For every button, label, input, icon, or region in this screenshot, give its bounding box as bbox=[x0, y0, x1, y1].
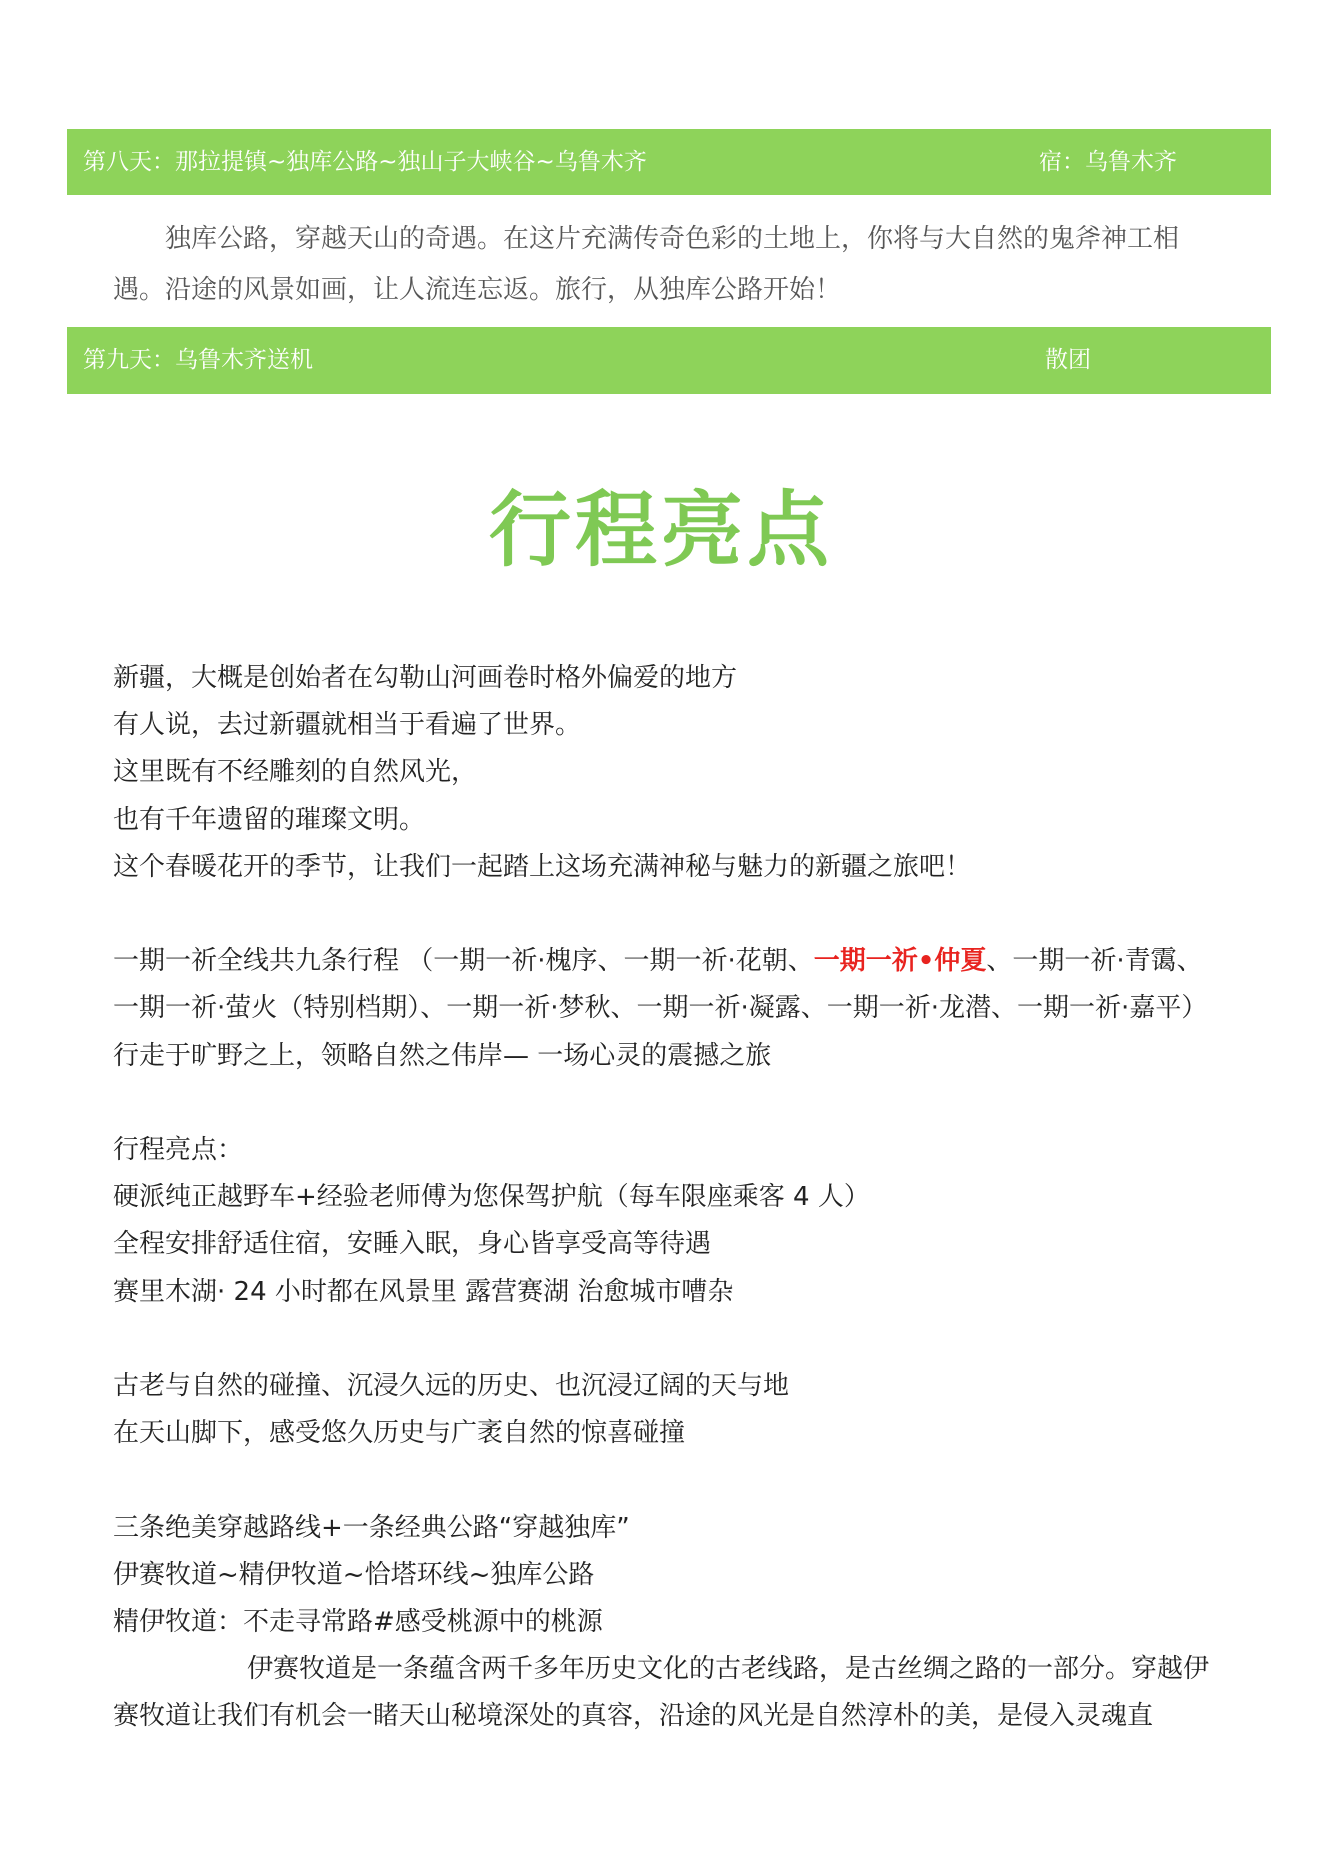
spacer bbox=[113, 891, 1228, 938]
routes-line: 一期一祈·萤火（特别档期）、一期一祈·梦秋、一期一祈·凝露、一期一祈·龙潜、一期一祈·嘉平） bbox=[113, 993, 1208, 1024]
crossing-line: 三条绝美穿越路线+一条经典公路“穿越独库” bbox=[113, 1512, 630, 1543]
intro-line: 有人说，去过新疆就相当于看遍了世界。 bbox=[113, 710, 582, 741]
spacer bbox=[113, 1457, 1228, 1504]
day8-description: 独库公路，穿越天山的奇遇。在这片充满传奇色彩的土地上，你将与大自然的鬼斧神工相遇。沿途的风景如画，让人流连忘返。旅行，从独库公路开始！ bbox=[113, 224, 1180, 305]
routes-line bbox=[113, 938, 1228, 985]
day9-header-bar bbox=[67, 327, 1271, 394]
highlights-title: 行程亮点 bbox=[488, 482, 833, 578]
intro-line: 这里既有不经雕刻的自然风光， bbox=[113, 757, 478, 788]
routes-line-suffix: 、一期一祈·青霭、 bbox=[986, 946, 1203, 977]
intro-line: 这个春暖花开的季节，让我们一起踏上这场充满神秘与魅力的新疆之旅吧！ bbox=[113, 851, 972, 882]
day8-route-title: 第八天：那拉提镇~独库公路~独山子大峡谷~乌鲁木齐 bbox=[83, 149, 647, 175]
day9-accommodation: 散团 bbox=[1045, 347, 1091, 373]
routes-line-prefix: 一期一祈全线共九条行程 （一期一祈·槐序、一期一祈·花朝、 bbox=[113, 946, 814, 977]
routes-line: 行走于旷野之上，领略自然之伟岸— 一场心灵的震撼之旅 bbox=[113, 1040, 772, 1071]
points-line: 硬派纯正越野车+经验老师傅为您保驾护航（每车限座乘客 4 人） bbox=[113, 1182, 870, 1213]
crossing-paragraph: 伊赛牧道是一条蕴含两千多年历史文化的古老线路，是古丝绸之路的一部分。穿越伊赛牧道让我们有机会一睹天山秘境深处的真容，沿途的风光是自然淳朴的美，是侵入灵魂直 bbox=[113, 1654, 1210, 1732]
crossing-line: 伊赛牧道~精伊牧道~恰塔环线~独库公路 bbox=[113, 1559, 595, 1590]
points-line: 赛里木湖· 24 小时都在风景里 露营赛湖 治愈城市嘈杂 bbox=[113, 1276, 734, 1307]
routes-highlight-text: 一期一祈•仲夏 bbox=[813, 946, 987, 977]
history-line: 古老与自然的碰撞、沉浸久远的历史、也沉浸辽阔的天与地 bbox=[113, 1371, 790, 1401]
day8-accommodation: 宿：乌鲁木齐 bbox=[1039, 149, 1177, 175]
intro-line: 新疆，大概是创始者在勾勒山河画卷时格外偏爱的地方 bbox=[113, 663, 738, 693]
day9-route-title: 第九天：乌鲁木齐送机 bbox=[83, 347, 313, 373]
points-line: 全程安排舒适住宿，安睡入眠，身心皆享受高等待遇 bbox=[113, 1229, 712, 1260]
points-line: 行程亮点： bbox=[113, 1135, 244, 1165]
history-line: 在天山脚下，感受悠久历史与广袤自然的惊喜碰撞 bbox=[113, 1418, 686, 1449]
day8-header-bar bbox=[67, 129, 1271, 195]
spacer bbox=[113, 1316, 1228, 1363]
crossing-line: 精伊牧道：不走寻常路#感受桃源中的桃源 bbox=[113, 1607, 603, 1637]
intro-line: 也有千年遗留的璀璨文明。 bbox=[113, 804, 426, 835]
spacer bbox=[113, 1080, 1228, 1127]
highlights-body bbox=[113, 655, 1228, 1741]
